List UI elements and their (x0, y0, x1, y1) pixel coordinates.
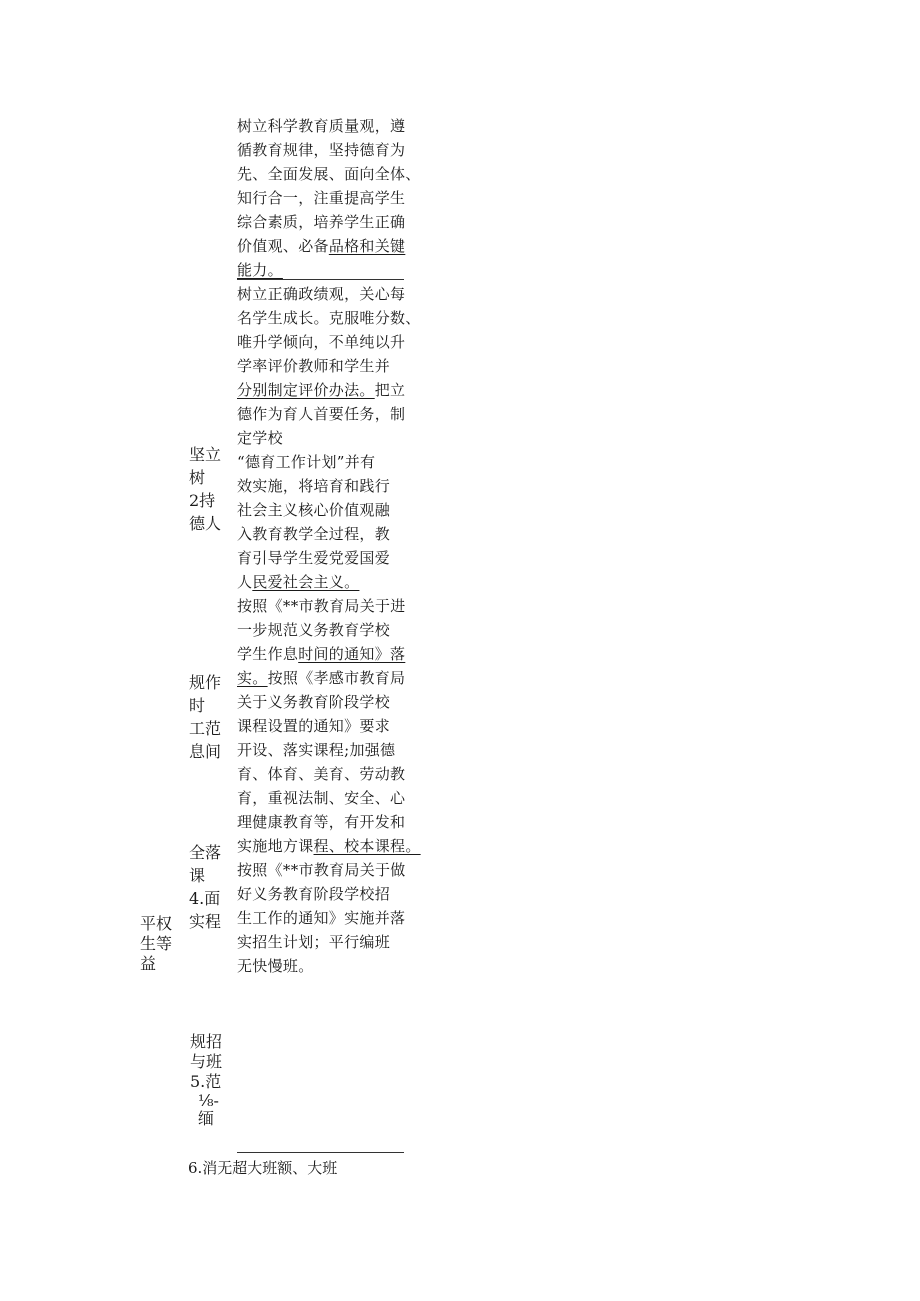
description-line (237, 762, 405, 786)
description-line (237, 282, 405, 306)
line-text: 关于义务教育阶段学校 (237, 693, 391, 711)
line-text-underlined: 品格和关键 (328, 237, 406, 255)
description-line (237, 882, 390, 906)
description-line (237, 306, 421, 330)
line-text: “德育工作计划”并有 (237, 453, 376, 471)
description-line (237, 642, 405, 666)
description-line (237, 498, 390, 522)
section-label-line: 生等 (140, 934, 173, 953)
description-line (237, 834, 421, 858)
item-3-label-line: 息间 (189, 742, 222, 761)
line-text: 唯升学倾向，不单纯以升 (237, 333, 406, 351)
line-text: 实招生计划；平行编班 (237, 933, 391, 951)
description-line (237, 450, 375, 474)
line-text: 价值观、必备 (237, 237, 329, 255)
description-line (237, 810, 405, 834)
description-line (237, 210, 405, 234)
line-text: 德作为育人首要任务，制 (237, 405, 406, 423)
description-line (237, 474, 390, 498)
line-text: 综合素质，培养学生正确 (237, 213, 406, 231)
description-line (237, 738, 395, 762)
line-text: 按照《**市教育局关于进 (237, 597, 406, 615)
description-line (237, 906, 405, 930)
description-line (237, 378, 405, 402)
item-4-label-line: 全落 (189, 843, 222, 862)
description-line (237, 186, 405, 210)
line-text: 开设、落实课程;加强德 (237, 741, 396, 759)
item-5-label-line: 5.范 (190, 1072, 222, 1091)
line-text: 社会主义核心价值观融 (237, 501, 391, 519)
line-text: 课程设置的通知》要求 (237, 717, 391, 735)
item-2-label-line: 树 (189, 468, 206, 487)
item-3-label-line: 规作 (189, 673, 222, 692)
description-line (237, 858, 406, 882)
description-line (237, 114, 405, 138)
divider-rule-1 (237, 279, 404, 280)
line-text: 知行合一，注重提高学生 (237, 189, 406, 207)
line-text: 循教育规律，坚持德育为 (237, 141, 406, 159)
description-line (237, 330, 405, 354)
description-line (237, 570, 359, 594)
line-text: 育、体育、美育、劳动教 (237, 765, 406, 783)
item-4-label-line: 4.面 (189, 889, 221, 908)
line-text-underlined: 能力。 (237, 261, 283, 279)
description-line (237, 690, 390, 714)
line-text: 树立正确政绩观，关心每 (237, 285, 406, 303)
item-5-label-line: ⅛- (198, 1091, 219, 1110)
line-text: 入教育教学全过程，教 (237, 525, 391, 543)
description-line (237, 594, 406, 618)
item-3-label-line: 工范 (189, 719, 222, 738)
divider-rule-2 (237, 1152, 404, 1153)
item-2-label-line: 德人 (189, 514, 222, 533)
description-line (237, 618, 390, 642)
item-5-label-line: 规招 (190, 1032, 223, 1051)
line-text: 育，重视法制、安全、心 (237, 789, 406, 807)
description-line (237, 954, 314, 978)
line-text: 生工作的通知》实施并落 (237, 909, 406, 927)
line-text: 树立科学教育质量观，遵 (237, 117, 406, 135)
item-4-label-line: 实程 (189, 912, 222, 931)
line-text: 育引导学生爱党爱国爱 (237, 549, 391, 567)
description-line (237, 786, 405, 810)
description-line (237, 234, 405, 258)
line-text: 定学校 (237, 429, 283, 447)
item-6-text: 6.消无超大班额、大班 (188, 1159, 338, 1177)
line-text: 名学生成长。克服唯分数、 (237, 309, 421, 327)
line-text: 好义务教育阶段学校招 (237, 885, 391, 903)
line-text: 先、全面发展、面向全体、 (237, 165, 421, 183)
line-text-underlined: 分别制定评价办法。 (237, 381, 375, 399)
line-text-underlined: 民爱社会主义。 (252, 573, 360, 591)
item-2-label-line: 2持 (189, 491, 216, 510)
description-line (237, 354, 390, 378)
line-text: 学生作息 (237, 645, 299, 663)
line-text: 理健康教育等，有开发和 (237, 813, 406, 831)
line-text: 人 (237, 573, 253, 591)
item-5-label-line: 与班 (190, 1052, 223, 1071)
line-text: 学率评价教师和学生并 (237, 357, 391, 375)
section-label-line: 平权 (140, 914, 173, 933)
description-line (237, 402, 405, 426)
description-line (237, 162, 421, 186)
line-text: 实施地方课 (237, 837, 314, 855)
item-5-label-line: 缅 (198, 1109, 215, 1128)
line-text: 效实施，将培育和践行 (237, 477, 391, 495)
section-label-line: 益 (140, 954, 157, 973)
line-text-underlined: 时间的通知》落 (298, 645, 406, 663)
item-3-label-line: 时 (189, 696, 206, 715)
description-line (237, 138, 405, 162)
line-text-underlined: 实。 (237, 669, 268, 687)
item-4-label-line: 课 (189, 866, 206, 885)
line-text: 一步规范义务教育学校 (237, 621, 391, 639)
item-2-label-line: 坚立 (189, 445, 222, 464)
description-line (237, 546, 390, 570)
line-text: 把立 (374, 381, 406, 399)
line-text: 按照《**市教育局关于做 (237, 861, 406, 879)
description-line (237, 714, 390, 738)
line-text: 按照《孝感市教育局 (267, 669, 406, 687)
line-text-underlined: 程、校本课程。 (313, 837, 421, 855)
description-line (237, 930, 390, 954)
description-line (237, 666, 405, 690)
description-line (237, 522, 390, 546)
description-line (237, 426, 283, 450)
line-text: 无快慢班。 (237, 957, 314, 975)
